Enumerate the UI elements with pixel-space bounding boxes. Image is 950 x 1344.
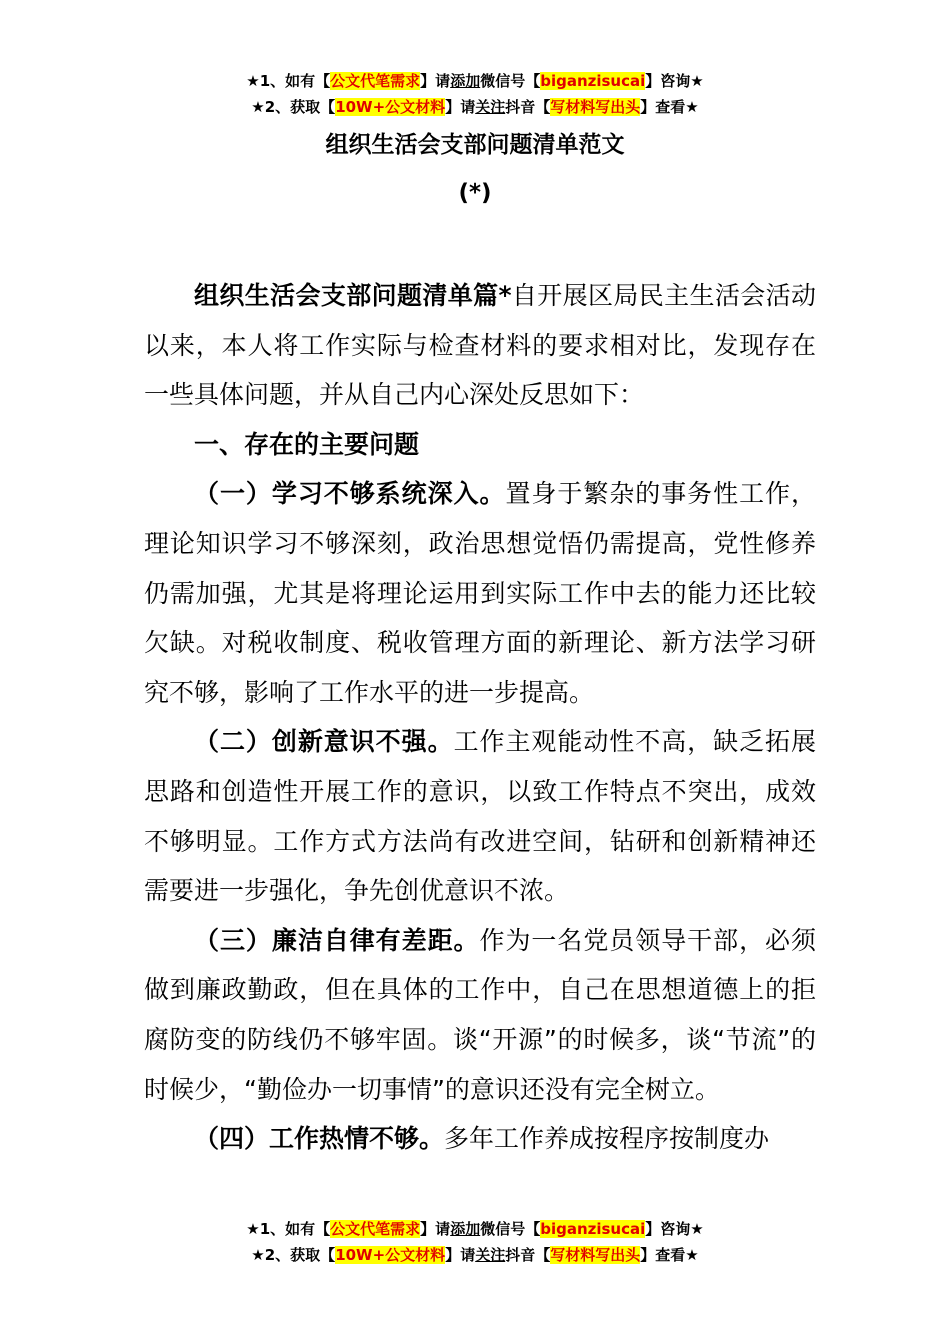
problem-item-2 <box>144 717 816 915</box>
banner-text: 】请 <box>420 72 451 90</box>
underlined-text: 添加 <box>450 1220 481 1238</box>
banner-text: 】查看★ <box>640 98 699 116</box>
banner-text: ★2、获取【 <box>251 1246 336 1264</box>
highlight-douyin-account: 写材料写出头 <box>550 98 641 116</box>
highlight-douyin-account: 写材料写出头 <box>550 1246 641 1264</box>
banner-text: ★1、如有【 <box>246 1220 331 1238</box>
problem-item-3 <box>144 916 816 1114</box>
highlight-service: 公文代笔需求 <box>330 72 421 90</box>
banner-text: 】查看★ <box>640 1246 699 1264</box>
banner-text: ★1、如有【 <box>246 72 331 90</box>
problem-label: （四）工作热情不够。 <box>194 1124 445 1154</box>
highlight-wechat-id: biganzisucai <box>540 1220 646 1238</box>
highlight-wechat-id: biganzisucai <box>540 72 646 90</box>
section-heading: 一、存在的主要问题 <box>194 429 420 459</box>
banner-text: 】咨询★ <box>645 1220 704 1238</box>
intro-text: 自开展区局民主生活会活动以来，本人将工作实际与检查材料的要求相对比，发现存在一些具体问题，并从自己内心深处反思如下： <box>144 281 816 410</box>
problem-text: 多年工作养成按程序按制度办 <box>444 1124 770 1154</box>
banner-text: ★2、获取【 <box>251 98 336 116</box>
banner-text: 】请 <box>445 98 476 116</box>
banner-text: 】咨询★ <box>645 72 704 90</box>
underlined-text: 添加 <box>450 72 481 90</box>
highlight-materials: 10W+公文材料 <box>335 1246 446 1264</box>
problem-text: 置身于繁杂的事务性工作，理论知识学习不够深刻，政治思想觉悟仍需提高，党性修养仍需加强，尤其是将理论运用到实际工作中去的能力还比较欠缺。对税收制度、税收管理方面的新理论、新方法学习研究不够，影响了工作水平的进一步提高。 <box>144 479 816 707</box>
banner-line-1 <box>0 1216 950 1242</box>
highlight-service: 公文代笔需求 <box>330 1220 421 1238</box>
banner-line-2 <box>0 94 950 120</box>
underlined-text: 关注 <box>475 98 506 116</box>
banner-text: 微信号【 <box>480 72 541 90</box>
banner-text: 】请 <box>420 1220 451 1238</box>
intro-lead: 组织生活会支部问题清单篇* <box>194 281 512 310</box>
banner-text: 微信号【 <box>480 1220 541 1238</box>
header-ad-banner <box>0 68 950 120</box>
banner-text: 抖音【 <box>505 98 551 116</box>
document-subtitle: (*) <box>458 180 492 206</box>
problem-item-1 <box>144 469 816 717</box>
banner-line-1 <box>0 68 950 94</box>
document-body <box>144 271 816 1164</box>
banner-line-2 <box>0 1242 950 1268</box>
problem-label: （三）廉洁自律有差距。 <box>194 925 480 955</box>
problem-text: 作为一名党员领导干部，必须做到廉政勤政，但在具体的工作中，自己在思想道德上的拒腐防变的防线仍不够牢固。谈“开源”的时候多，谈“节流”的时候少，“勤俭办一切事情”的意识还没有完全树立。 <box>144 925 816 1104</box>
underlined-text: 关注 <box>475 1246 506 1264</box>
problem-item-4 <box>144 1114 816 1164</box>
document-title: 组织生活会支部问题清单范文 <box>325 132 625 158</box>
intro-paragraph <box>144 271 816 420</box>
banner-text: 】请 <box>445 1246 476 1264</box>
banner-text: 抖音【 <box>505 1246 551 1264</box>
problem-text: 工作主观能动性不高，缺乏拓展思路和创造性开展工作的意识，以致工作特点不突出，成效不够明显。工作方式方法尚有改进空间，钻研和创新精神还需要进一步强化，争先创优意识不浓。 <box>144 727 816 906</box>
problem-label: （一）学习不够系统深入。 <box>194 479 506 509</box>
problem-label: （二）创新意识不强。 <box>194 727 454 757</box>
footer-ad-banner <box>0 1216 950 1268</box>
highlight-materials: 10W+公文材料 <box>335 98 446 116</box>
